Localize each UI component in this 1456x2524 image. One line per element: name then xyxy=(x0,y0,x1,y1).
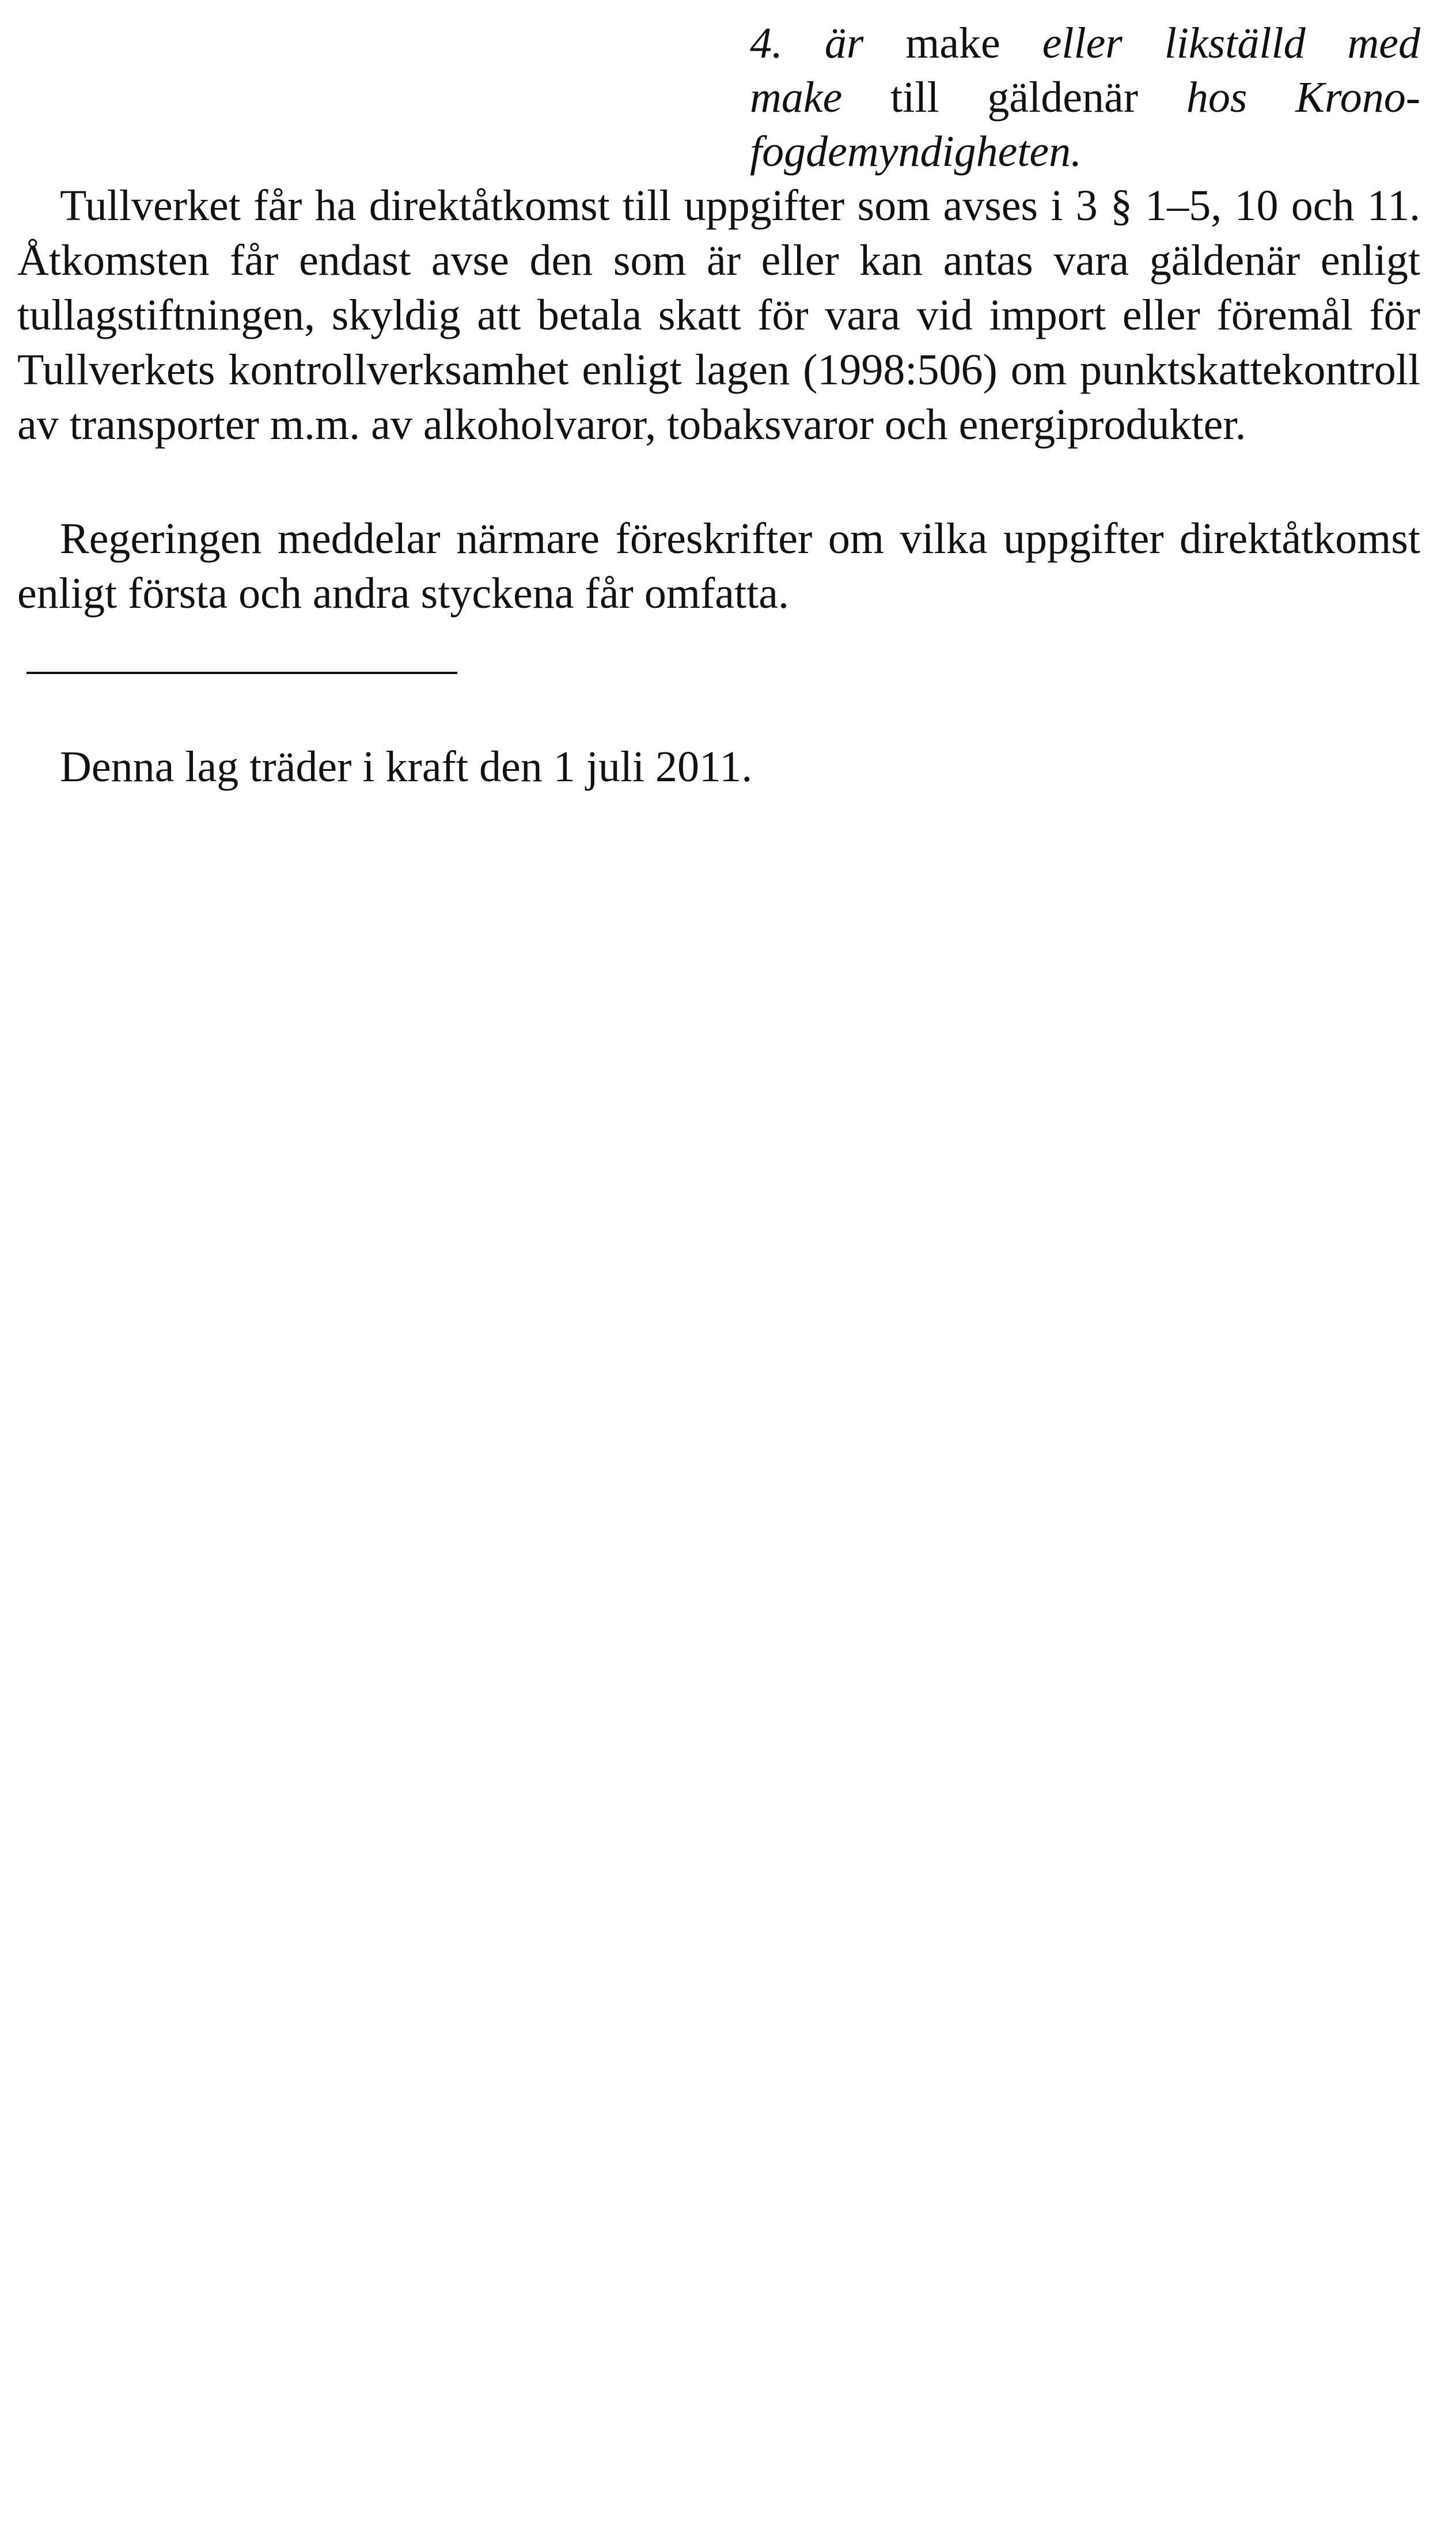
list-item-number: 4. xyxy=(750,19,783,67)
section-divider xyxy=(26,672,457,674)
list-item-text-italic: fogdemyndigheten. xyxy=(750,127,1082,176)
list-item-line-3 xyxy=(750,124,1420,179)
list-item-line-1 xyxy=(750,16,1420,70)
list-item-text-italic: är xyxy=(824,19,864,67)
entry-into-force-note: Denna lag träder i kraft den 1 juli 2011. xyxy=(60,743,753,791)
paragraph-tullverket: Tullverket får ha direktåtkomst till uppgifter som avses i 3 § 1–5, 10 och 11. Åtkomsten får endast avse den som är eller kan antas vara gäldenär enligt tullagstiftningen, skyldig att betala skatt för vara vid import eller föremål för Tullverkets kontrollverksamhet enligt lagen (1998:506) om punktskattekontroll av transporter m.m. av alkoholvaror, tobaksvaror och energiprodukter. xyxy=(17,181,1420,449)
list-item-text: make xyxy=(905,19,1000,67)
list-item-text-italic: hos Krono- xyxy=(1186,73,1421,122)
list-item-text: till gäldenär xyxy=(890,73,1139,122)
list-item-text-italic: make xyxy=(750,73,843,122)
paragraph-regeringen: Regeringen meddelar närmare föreskrifter om vilka uppgifter direktåtkomst enligt första och andra styckena får omfatta. xyxy=(17,514,1420,618)
list-item-text-italic: eller likställd med xyxy=(1042,19,1421,67)
list-item-4 xyxy=(750,16,1420,179)
list-item-line-2 xyxy=(750,70,1420,124)
